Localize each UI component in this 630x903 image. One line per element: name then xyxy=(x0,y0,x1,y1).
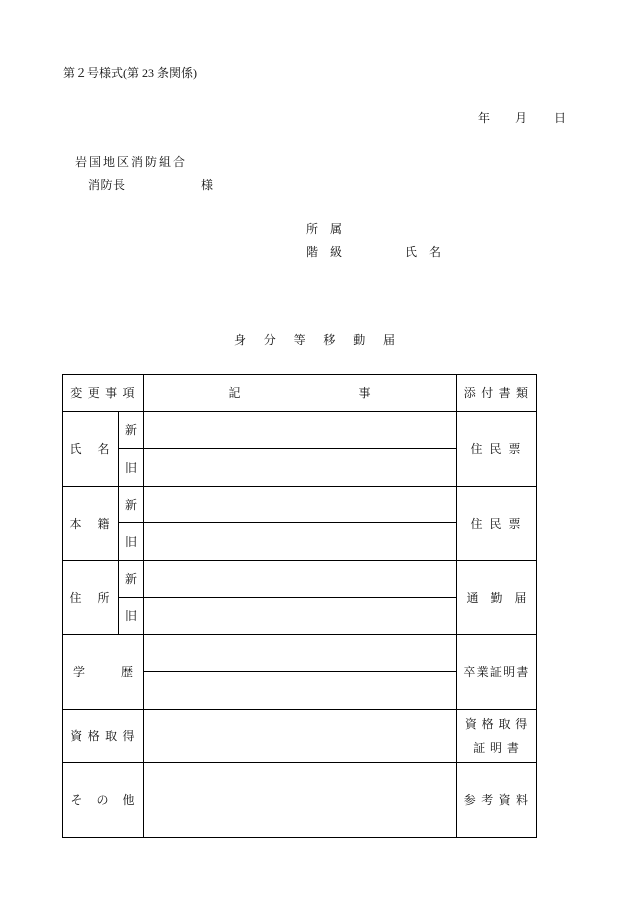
attachment-education: 卒業証明書 xyxy=(457,635,537,710)
date-year-label: 年 xyxy=(478,111,491,125)
table-header-row xyxy=(63,375,537,412)
attachment-other: 参 考 資 料 xyxy=(457,763,537,838)
new-label: 新 xyxy=(119,412,144,449)
change-table xyxy=(62,374,537,838)
row-label-other: そ の 他 xyxy=(63,763,144,838)
record-cell-address-old xyxy=(144,598,457,635)
row-label-education: 学 歴 xyxy=(63,635,144,710)
record-cell-other xyxy=(144,763,457,838)
date-day-label: 日 xyxy=(554,111,567,125)
attachment-address: 通 勤 届 xyxy=(457,561,537,635)
table-row xyxy=(63,710,537,763)
applicant-affiliation-label: 所 属 xyxy=(306,222,343,236)
form-number: 第２号様式(第 23 条関係) xyxy=(63,66,197,80)
attachment-qualification-line-1: 資 格 取 得 xyxy=(464,717,529,731)
old-label: 旧 xyxy=(119,523,144,561)
record-cell-education-1 xyxy=(144,635,457,672)
table-row xyxy=(63,561,537,598)
addressee-honorific: 様 xyxy=(201,178,214,192)
header-attachments: 添 付 書 類 xyxy=(457,375,537,412)
table-row xyxy=(63,487,537,523)
header-change-item: 変 更 事 項 xyxy=(63,375,144,412)
table-row xyxy=(63,635,537,672)
table-row xyxy=(63,412,537,449)
row-label-address: 住 所 xyxy=(63,561,119,635)
addressee-organization: 岩国地区消防組合 xyxy=(75,155,188,169)
table-row xyxy=(63,763,537,838)
row-label-name: 氏 名 xyxy=(63,412,119,487)
addressee-title: 消防長 xyxy=(88,178,126,192)
header-record: 記 事 xyxy=(144,375,457,412)
record-cell-address-new xyxy=(144,561,457,598)
row-label-qualification: 資 格 取 得 xyxy=(63,710,144,763)
applicant-rank-label: 階 級 xyxy=(306,245,343,259)
record-cell-name-new xyxy=(144,412,457,449)
document-title: 身 分 等 移 動 届 xyxy=(234,333,398,347)
record-cell-education-2 xyxy=(144,672,457,710)
old-label: 旧 xyxy=(119,598,144,635)
row-label-domicile: 本 籍 xyxy=(63,487,119,561)
attachment-name: 住 民 票 xyxy=(457,412,537,487)
new-label: 新 xyxy=(119,487,144,523)
attachment-domicile: 住 民 票 xyxy=(457,487,537,561)
new-label: 新 xyxy=(119,561,144,598)
record-cell-domicile-new xyxy=(144,487,457,523)
old-label: 旧 xyxy=(119,449,144,487)
date-month-label: 月 xyxy=(515,111,528,125)
record-cell-domicile-old xyxy=(144,523,457,561)
attachment-qualification-line-2: 証 明 書 xyxy=(473,741,520,755)
applicant-name-label: 氏 名 xyxy=(405,245,442,259)
record-cell-name-old xyxy=(144,449,457,487)
attachment-qualification xyxy=(457,710,537,763)
record-cell-qualification xyxy=(144,710,457,763)
